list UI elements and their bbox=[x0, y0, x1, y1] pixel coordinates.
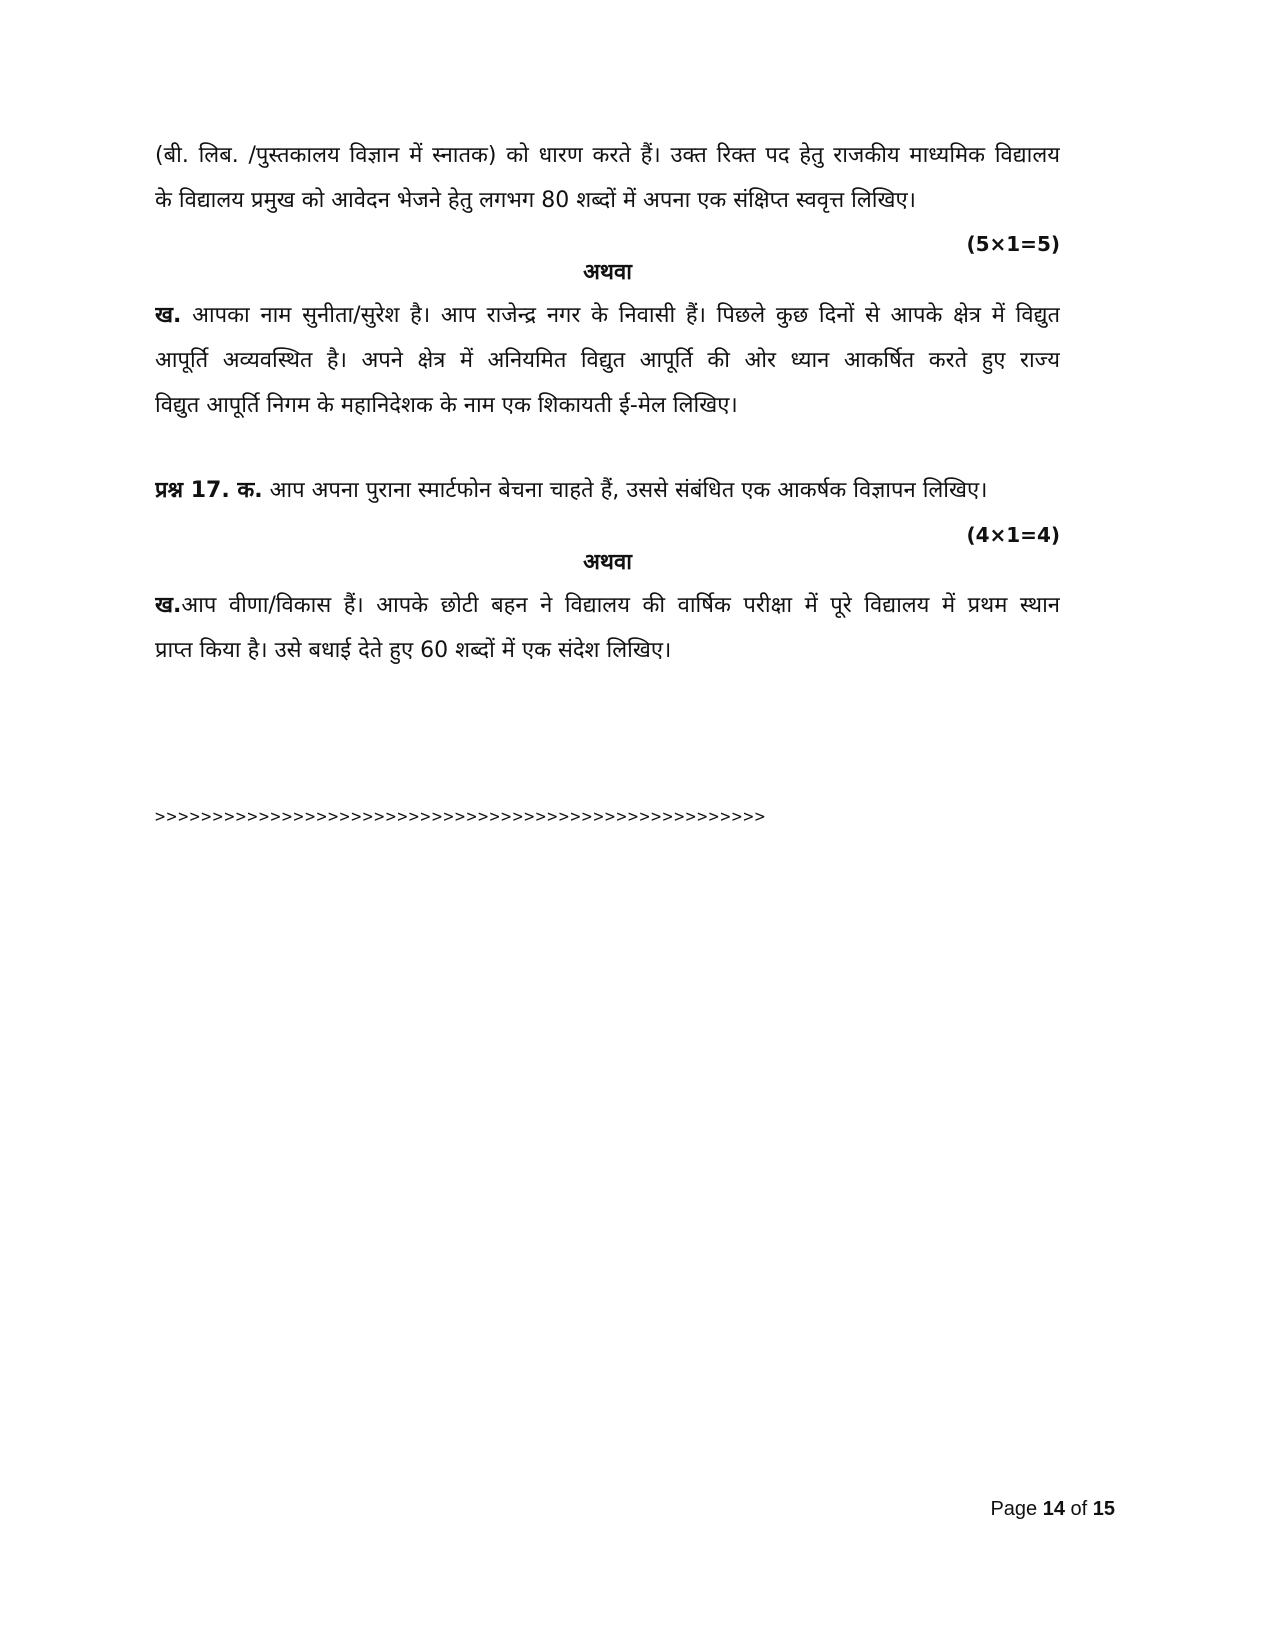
q17-marks: (4×1=4) bbox=[966, 523, 1060, 547]
q17-alt-line-2: प्राप्त किया है। उसे बधाई देते हुए 60 शब्दों में एक संदेश लिखिए। bbox=[155, 638, 672, 663]
q17-prefix: प्रश्न 17. क. bbox=[155, 478, 263, 503]
current-page-number: 14 bbox=[1042, 1498, 1065, 1520]
q17-alt-line-1-text: आप वीणा/विकास हैं। आपके छोटी बहन ने विद्यालय की वार्षिक परीक्षा में पूरे विद्यालय में प्रथम स्थान bbox=[181, 593, 1060, 618]
q16-alt-line-1 bbox=[155, 300, 1060, 332]
q16-continuation-line-1: (बी. लिब. /पुस्तकालय विज्ञान में स्नातक) को धारण करते हैं। उक्त रिक्त पद हेतु राजकीय माध्यमिक विद्यालय bbox=[155, 143, 1060, 168]
q17-line-1 bbox=[155, 475, 1060, 507]
q16-alt-prefix: ख. bbox=[155, 303, 182, 328]
page-number-footer bbox=[990, 1496, 1115, 1522]
q17-line-1-text: आप अपना पुराना स्मार्टफोन बेचना चाहते हैं, उससे संबंधित एक आकर्षक विज्ञापन लिखिए। bbox=[262, 478, 988, 503]
q16-continuation-line-2: के विद्यालय प्रमुख को आवेदन भेजने हेतु लगभग 80 शब्दों में अपना एक संक्षिप्त स्ववृत्त लिखिए। bbox=[155, 188, 916, 213]
q16-alt-line-3: विद्युत आपूर्ति निगम के महानिदेशक के नाम एक शिकायती ई-मेल लिखिए। bbox=[155, 393, 738, 418]
q16-marks: (5×1=5) bbox=[966, 232, 1060, 256]
section-separator: >>>>>>>>>>>>>>>>>>>>>>>>>>>>>>>>>>>>>>>>>>>>>>>>>>>>> bbox=[155, 807, 767, 827]
q16-or-heading: अथवा bbox=[583, 260, 632, 285]
total-page-count: 15 bbox=[1092, 1498, 1115, 1520]
of-label: of bbox=[1064, 1498, 1093, 1520]
q16-alt-line-1-text: आपका नाम सुनीता/सुरेश है। आप राजेन्द्र नगर के निवासी हैं। पिछले कुछ दिनों से आपके क्षेत्र में विद्युत bbox=[181, 303, 1060, 328]
q17-alt-prefix: ख. bbox=[155, 593, 182, 618]
q17-alt-line-1 bbox=[155, 590, 1060, 622]
page-label: Page bbox=[990, 1498, 1043, 1520]
q16-alt-line-2: आपूर्ति अव्यवस्थित है। अपने क्षेत्र में अनियमित विद्युत आपूर्ति की ओर ध्यान आकर्षित करते हुए राज्य bbox=[155, 348, 1060, 373]
q17-or-heading: अथवा bbox=[583, 550, 632, 575]
